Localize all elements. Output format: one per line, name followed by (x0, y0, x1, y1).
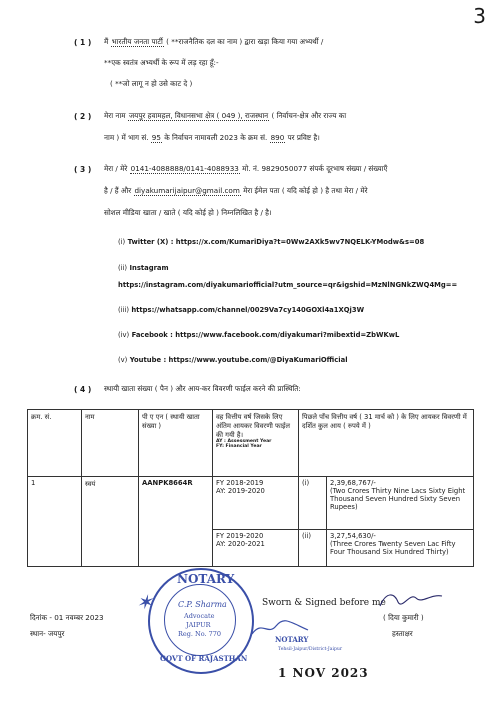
cell-income-2 (327, 530, 474, 567)
header-total-income: पिछले पाँच वित्तीय वर्ष ( 31 मार्च को ) के लिए आयकर विवरणी में दर्शित कुल आय ( रुपये में ) (299, 410, 474, 477)
social-link-index: (i) (118, 238, 126, 246)
header-serial: क्रम. सं. (28, 410, 82, 477)
cell-year-2 (213, 530, 299, 567)
date-text: दिनांक - 01 नवम्बर 2023 (30, 613, 104, 622)
header-financial-year (213, 410, 299, 477)
item-2-text-e: पर प्रविष्ट है। (287, 133, 320, 142)
cell-serial: 1 (28, 477, 82, 567)
income-words: (Three Crores Twenty Seven Lac Fifty Four Thousand Six Hundred Thirty) (330, 540, 456, 556)
fy-note: FY: Financial Year (216, 444, 262, 449)
item-3-line-3: सोशल मीडिया खाता / खाते ( यदि कोई हो ) निम्नलिखित है / है। (104, 208, 272, 217)
social-link-index: (ii) (118, 264, 128, 272)
item-3-text-a: मेरा / मेरे (104, 164, 128, 173)
social-link-text: Youtube : https://www.youtube.com/@DiyaKumariOfficial (129, 356, 348, 364)
notary-seal (148, 568, 254, 674)
social-link-index: (v) (118, 356, 128, 364)
notary-seal-city: JAIPUR (186, 621, 211, 629)
phone-numbers-value: 0141-4088888/0141-4088933 (130, 164, 239, 173)
social-link-facebook[interactable] (118, 331, 399, 339)
item-1-number: ( 1 ) (74, 38, 92, 47)
item-2-text-c: नाम ) में भाग सं. (104, 133, 149, 142)
header-name: नाम (82, 410, 139, 477)
social-link-text: https://whatsapp.com/channel/0029Va7cy140GOXl4a1XQj3W (131, 306, 365, 314)
income-amount: 2,39,68,767/- (330, 479, 376, 487)
notary-seal-role: Advocate (184, 612, 215, 620)
fy-value: FY 2019-2020 (216, 532, 264, 540)
item-1-text-b: ( **राजनैतिक दल का नाम ) द्वारा खड़ा किया गया अभ्यर्थी / (166, 37, 324, 46)
item-2-number: ( 2 ) (74, 112, 92, 121)
notary-seal-bottom: GOVT OF RAJASTHAN (160, 654, 248, 663)
ay-value: AY: 2020-2021 (216, 540, 265, 548)
social-link-instagram-label (118, 264, 169, 272)
ay-note: AY : Assessment Year (216, 439, 272, 444)
ay-value: AY: 2019-2020 (216, 487, 265, 495)
item-3-text-d: मेरा ईमेल पता ( यदि कोई हो ) है तथा मेरा / मेरे (243, 186, 368, 195)
notary-seal-reg: Reg. No. 770 (178, 630, 222, 638)
social-link-whatsapp[interactable] (118, 306, 364, 314)
income-amount: 3,27,54,630/- (330, 532, 376, 540)
cell-name: स्वयं (82, 477, 139, 567)
item-2-line-1 (104, 108, 346, 124)
header-pan: पी ए एन ( स्थायी खाता संख्या ) (139, 410, 213, 477)
item-1-line-1 (104, 34, 323, 50)
social-link-text: Twitter (X) : https://x.com/KumariDiya?t=0Ww2AXk5wv7NQELK-YModw&s=08 (127, 238, 425, 246)
part-number-value: 95 (151, 133, 161, 142)
income-tax-table (27, 409, 474, 567)
notary-seal-inner-ring (164, 584, 236, 656)
candidate-signature-icon (376, 588, 446, 610)
item-1-text-a: मैं (104, 37, 109, 46)
notary-star-icon: ✶ (136, 590, 153, 614)
notary-sub-line: Tehsil-Jaipur/District-Jaipur (278, 647, 343, 652)
item-2-text-b: ( निर्वाचन-क्षेत्र और राज्य का (271, 111, 347, 120)
constituency-value: जयपुर हवामहल, विधानसभा क्षेत्र ( 049 ), राजस्थान (128, 111, 269, 120)
item-2-text-d: के निर्वाचन नामावली 2023 के क्रम सं. (164, 133, 268, 142)
item-1-line-3: ( **जो लागू न हो उसे काट दे ) (110, 79, 193, 88)
notary-line: NOTARY (275, 635, 309, 644)
item-3-text-b: मो. नं. 9829050077 संपर्क दूरभाष संख्या / संख्याएँ (242, 164, 388, 173)
item-4-number: ( 4 ) (74, 385, 92, 394)
cell-index-2: (ii) (299, 530, 327, 567)
social-link-youtube[interactable] (118, 356, 348, 364)
notary-seal-top: NOTARY (177, 572, 235, 586)
item-1-line-2: **एक स्वतंत्र अभ्यर्थी के रूप में लड़ रहा हूँ:- (104, 58, 219, 67)
fy-value: FY 2018-2019 (216, 479, 264, 487)
income-words: (Two Crores Thirty Nine Lacs Sixty Eight Thousand Seven Hundred Sixty Seven Rupees) (330, 487, 466, 511)
item-2-line-2 (104, 130, 320, 146)
sworn-text: Sworn & Signed before me (262, 598, 386, 608)
item-3-number: ( 3 ) (74, 165, 92, 174)
email-value: diyakumarijaipur@gmail.com (134, 186, 240, 195)
social-link-text: https://instagram.com/diyakumariofficial?utm_source=qr&igshid=MzNlNGNkZWQ4Mg== (118, 281, 458, 289)
candidate-name: ( दिया कुमारी ) (383, 613, 424, 622)
party-name-value: भारतीय जनता पार्टी (111, 37, 163, 46)
social-link-twitter[interactable] (118, 238, 424, 246)
item-3-text-c: है / हैं और (104, 186, 132, 195)
social-link-text: Facebook : https://www.facebook.com/diyakumari?mibextid=ZbWKwL (131, 331, 400, 339)
header-financial-year-text: वह वित्तीय वर्ष जिसके लिए अंतिम आयकर विवरणी फाईल की गयी है। (216, 413, 290, 439)
item-2-text-a: मेरा नाम (104, 111, 126, 120)
cell-year-1 (213, 477, 299, 530)
notary-signature-icon (250, 618, 310, 638)
item-3-line-1 (104, 161, 387, 177)
date-stamp: 1 NOV 2023 (278, 666, 369, 680)
serial-number-value: 890 (270, 133, 285, 142)
item-4-text: स्थायी खाता संख्या ( पैन ) और आय-कर विवरणी फाईल करने की प्रास्थिति: (104, 384, 301, 393)
table-row (28, 477, 474, 530)
social-link-text: Instagram (129, 264, 169, 272)
page-number: 3 (473, 4, 486, 28)
cell-income-1 (327, 477, 474, 530)
signature-label: हस्ताक्षर (392, 629, 413, 638)
table-header-row (28, 410, 474, 477)
social-link-instagram[interactable] (118, 281, 457, 289)
place-text: स्थान- जयपुर (30, 629, 65, 638)
item-3-line-2 (104, 183, 368, 199)
social-link-index: (iv) (118, 331, 130, 339)
notary-seal-name: C.P. Sharma (178, 600, 227, 609)
cell-pan: AANPK8664R (139, 477, 213, 567)
cell-index-1: (i) (299, 477, 327, 530)
social-link-index: (iii) (118, 306, 129, 314)
